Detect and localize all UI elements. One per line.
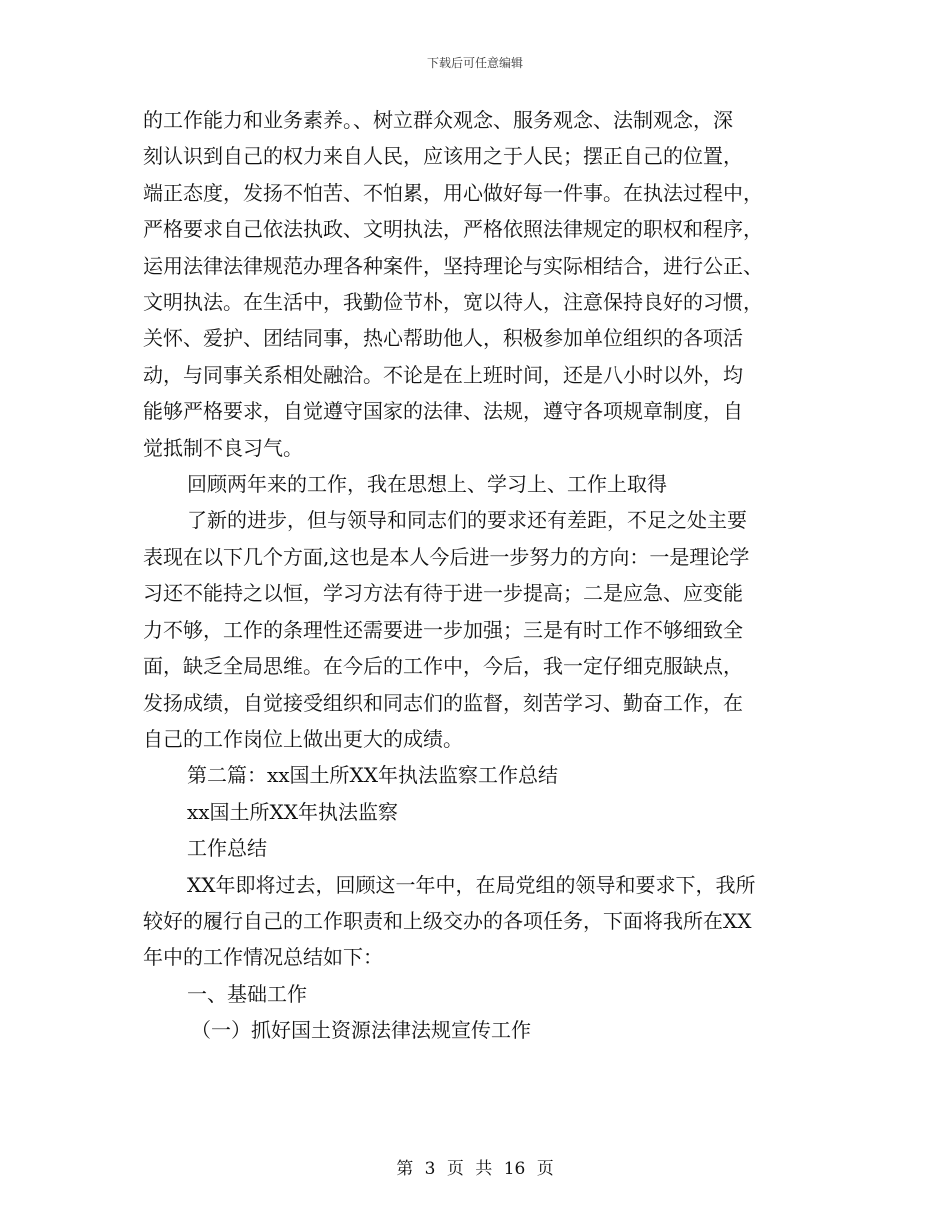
body-line: 力不够，工作的条理性还需要进一步加强；三是有时工作不够细致全 <box>143 617 743 642</box>
body-line: 运用法律法律规范办理各种案件，坚持理论与实际相结合，进行公正、 <box>143 253 763 278</box>
body-line: 习还不能持之以恒，学习方法有待于进一步提高；二是应急、应变能 <box>143 581 743 606</box>
body-line: 严格要求自己依法执政、文明执法，严格依照法律规定的职权和程序， <box>143 217 763 242</box>
body-line: 动，与同事关系相处融洽。不论是在上班时间，还是八小时以外，均 <box>143 362 743 387</box>
body-line: 端正态度，发扬不怕苦、不怕累，用心做好每一件事。在执法过程中， <box>143 180 763 205</box>
page-header: 下载后可任意编辑 <box>426 56 523 70</box>
body-line: 的工作能力和业务素养。、树立群众观念、服务观念、法制观念，深 <box>143 108 733 132</box>
body-line: 较好的履行自己的工作职责和上级交办的各项任务，下面将我所在XX <box>143 908 752 933</box>
body-line: 能够严格要求，自觉遵守国家的法律、法规，遵守各项规章制度，自 <box>143 399 743 424</box>
body-line: 面，缺乏全局思维。在今后的工作中，今后，我一定仔细克服缺点， <box>143 654 743 679</box>
body-line: 觉抵制不良习气。 <box>143 435 303 460</box>
section-title: 第二篇：xx国土所XX年执法监察工作总结 <box>187 763 559 788</box>
page-number: 第 3 页 共 16 页 <box>396 1159 554 1179</box>
body-line: 了新的进步，但与领导和同志们的要求还有差距，不足之处主要 <box>187 508 747 533</box>
body-line: 刻认识到自己的权力来自人民，应该用之于人民；摆正自己的位置， <box>143 144 743 169</box>
heading-level-1: 一、基础工作 <box>187 981 307 1006</box>
body-line: 表现在以下几个方面,这也是本人今后进一步努力的方向：一是理论学 <box>143 544 750 569</box>
heading-level-2: （一）抓好国土资源法律法规宣传工作 <box>191 1018 531 1043</box>
body-line: 自己的工作岗位上做出更大的成绩。 <box>143 726 463 751</box>
paragraph-start: XX年即将过去，回顾这一年中，在局党组的领导和要求下，我所 <box>187 872 756 897</box>
body-line: 文明执法。在生活中，我勤俭节朴，宽以待人，注意保持良好的习惯， <box>143 290 763 315</box>
section-subtitle: xx国土所XX年执法监察 <box>187 799 399 824</box>
document-body <box>143 102 808 1049</box>
section-subtitle: 工作总结 <box>187 836 267 861</box>
body-line: 年中的工作情况总结如下： <box>143 945 383 970</box>
paragraph-start: 回顾两年来的工作，我在思想上、学习上、工作上取得 <box>187 472 667 497</box>
body-line: 关怀、爱护、团结同事，热心帮助他人，积极参加单位组织的各项活 <box>143 326 743 351</box>
body-line: 发扬成绩，自觉接受组织和同志们的监督，刻苦学习、勤奋工作，在 <box>143 690 743 715</box>
